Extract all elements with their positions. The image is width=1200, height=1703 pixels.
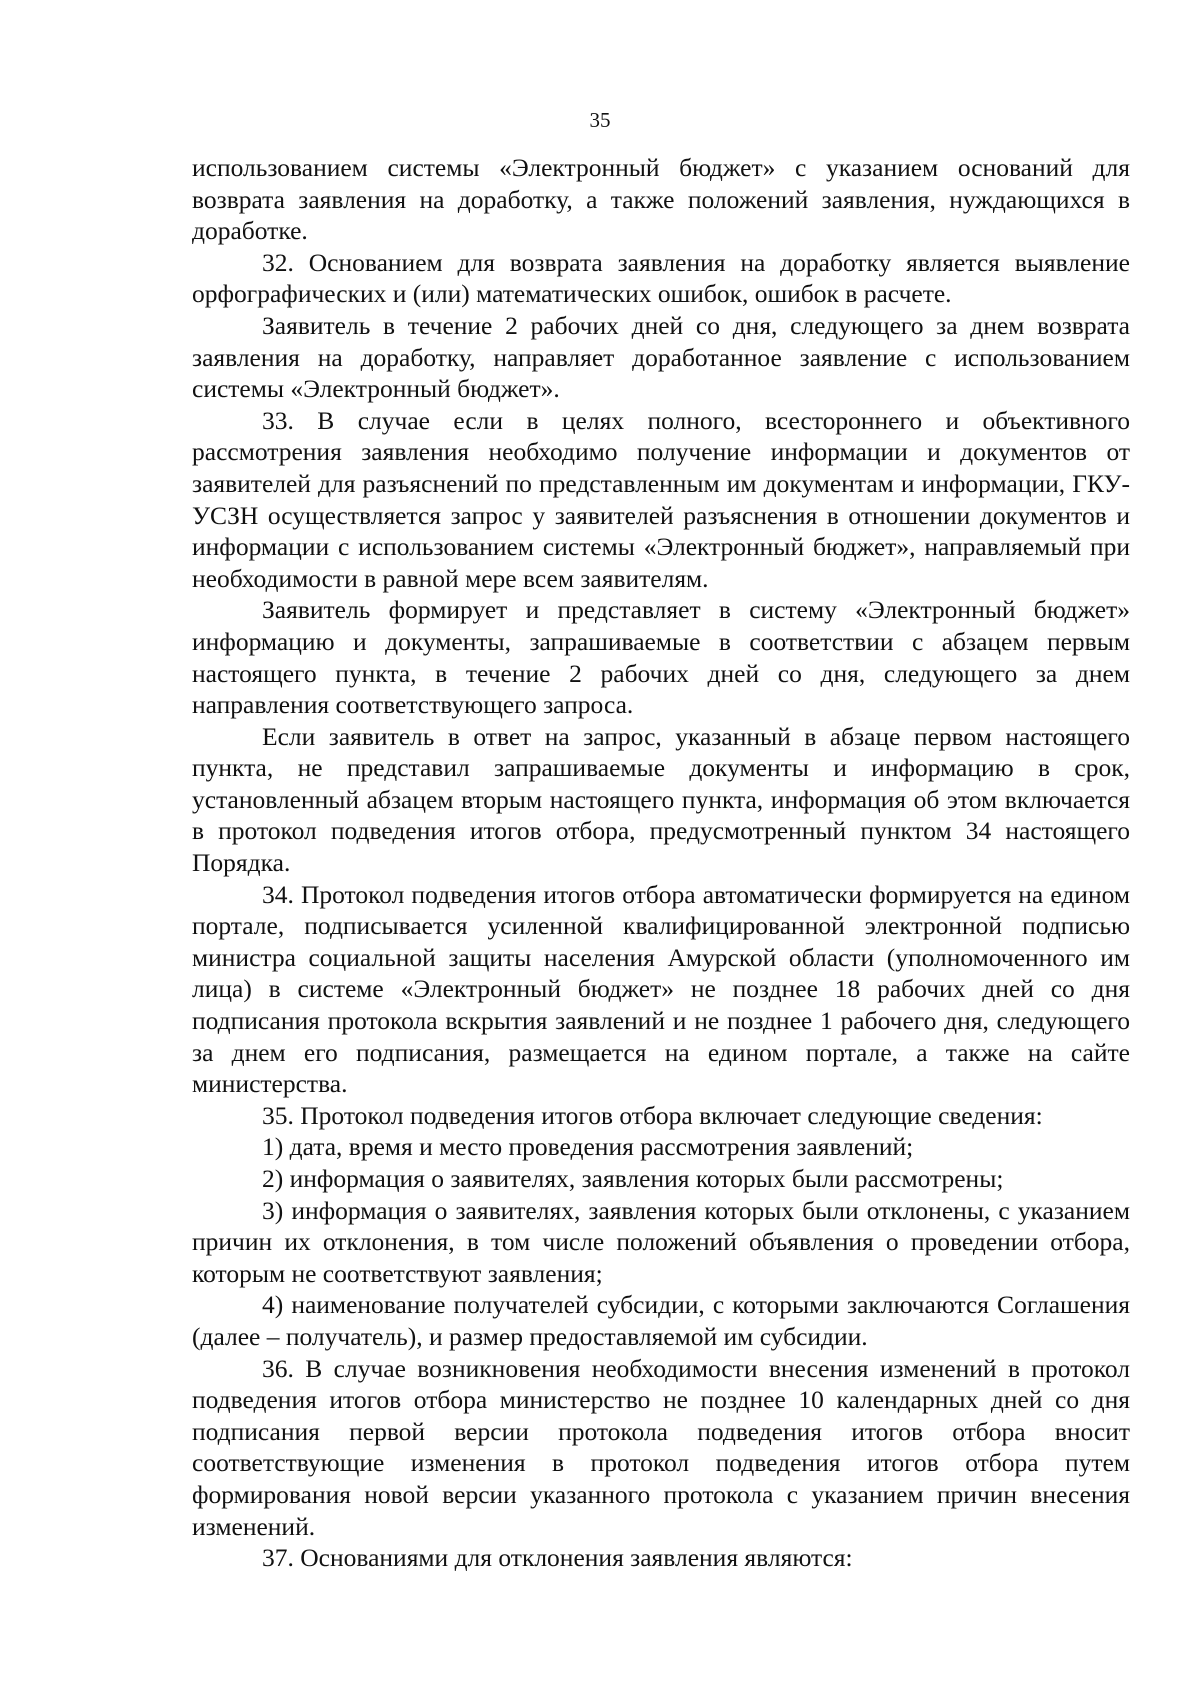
paragraph-35-item-4: 4) наименование получателей субсидии, с которыми заключаются Соглашения (далее – получатель), и размер предоставляемой им субсидии. xyxy=(192,1290,1130,1351)
paragraph-32: 32. Основанием для возврата заявления на доработку является выявление орфографических и (или) математических ошибок, ошибок в расчете. xyxy=(192,247,1130,309)
paragraph-35-item-1: 1) дата, время и место проведения рассмотрения заявлений; xyxy=(262,1132,914,1162)
page-number: 35 xyxy=(589,108,611,132)
paragraph-35-item-2: 2) информация о заявителях, заявления которых были рассмотрены; xyxy=(262,1164,1004,1193)
paragraph-33: 33. В случае если в целях полного, всестороннего и объективного рассмотрения заявления необходимо получение информации и документов от заявителей для разъяснений по представленным им документам и информации, ГКУ-УСЗН осуществляется запрос у заявителей разъяснения в отношении документов и информации с использованием системы «Электронный бюджет», направляемый при необходимости в равной мере всем заявителям. xyxy=(192,405,1130,593)
paragraph-36: 36. В случае возникновения необходимости внесения изменений в протокол подведения итогов отбора министерство не позднее 10 календарных дней со дня подписания первой версии протокола подведения итогов отбора вносит соответствующие изменения в протокол подведения итогов отбора путем формирования новой версии указанного протокола с указанием причин внесения изменений. xyxy=(192,1353,1130,1541)
paragraph-37: 37. Основаниями для отклонения заявления являются: xyxy=(262,1543,853,1573)
paragraph-continuation: использованием системы «Электронный бюджет» с указанием оснований для возврата заявления на доработку, а также положений заявления, нуждающихся в доработке. xyxy=(192,153,1130,246)
paragraph-33-applicant-response: Заявитель формирует и представляет в систему «Электронный бюджет» информацию и документы, запрашиваемые в соответствии с абзацем первым настоящего пункта, в течение 2 рабочих дней со дня, следующего за днем направления соответствующего запроса. xyxy=(192,595,1130,720)
paragraph-32-applicant-resubmit: Заявитель в течение 2 рабочих дней со дня, следующего за днем возврата заявления на доработку, направляет доработанное заявление с использованием системы «Электронный бюджет». xyxy=(192,310,1130,404)
paragraph-34: 34. Протокол подведения итогов отбора автоматически формируется на едином портале, подписывается усиленной квалифицированной электронной подписью министра социальной защиты населения Амурской области (уполномоченного им лица) в системе «Электронный бюджет» не позднее 18 рабочих дней со дня подписания протокола вскрытия заявлений и не позднее 1 рабочего дня, следующего за днем его подписания, размещается на едином портале, а также на сайте министерства. xyxy=(192,879,1130,1099)
paragraph-33-no-response: Если заявитель в ответ на запрос, указанный в абзаце первом настоящего пункта, не представил запрашиваемые документы и информацию в срок, установленный абзацем вторым настоящего пункта, информация об этом включается в протокол подведения итогов отбора, предусмотренный пунктом 34 настоящего Порядка. xyxy=(192,721,1130,878)
paragraph-35: 35. Протокол подведения итогов отбора включает следующие сведения: xyxy=(262,1100,1043,1130)
document-body xyxy=(192,152,1130,1574)
paragraph-35-item-3: 3) информация о заявителях, заявления которых были отклонены, с указанием причин их отклонения, в том числе положений объявления о проведении отбора, которым не соответствуют заявления; xyxy=(192,1195,1130,1288)
